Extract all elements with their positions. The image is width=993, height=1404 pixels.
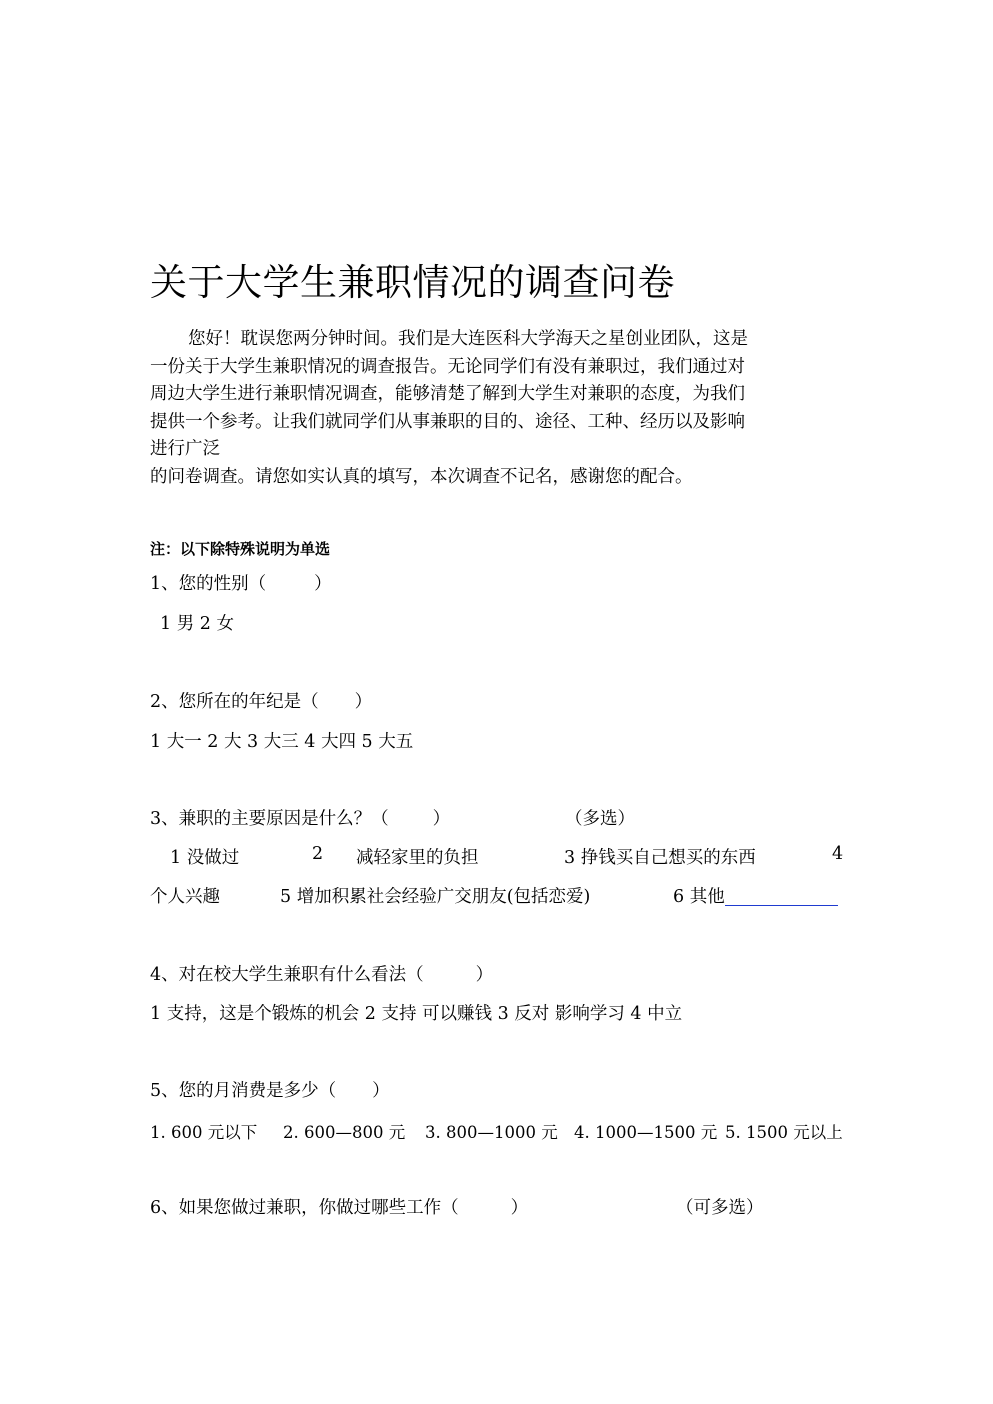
option-other-label: 6 其他 <box>673 887 725 907</box>
intro-line: 您好！耽误您两分钟时间。我们是大连医科大学海天之星创业团队，这是 <box>188 329 748 349</box>
question-paren: ） <box>354 692 373 712</box>
question-paren: ） <box>314 574 332 594</box>
question-3-multi-note: （多选） <box>565 809 635 829</box>
question-6-multi-note: （可多选） <box>676 1198 764 1218</box>
question-4 <box>150 961 493 986</box>
question-2 <box>150 688 372 713</box>
question-paren: ） <box>432 809 451 829</box>
question-paren: ） <box>475 965 494 985</box>
intro-line: 一份关于大学生兼职情况的调查报告。无论同学们有没有兼职过，我们通过对 <box>150 356 745 377</box>
question-text: 6、如果您做过兼职，你做过哪些工作（ <box>150 1198 459 1218</box>
intro-line: 进行广泛 <box>150 439 220 459</box>
question-1 <box>150 570 332 595</box>
option: 个人兴趣 <box>150 887 220 907</box>
question-1-options: 1 男 2 女 <box>160 614 234 634</box>
option: 5 增加积累社会经验广交朋友(包括恋爱) <box>280 887 591 907</box>
option: 5. 1500 元以上 <box>725 1123 843 1142</box>
question-2-options: 1 大一 2 大 3 大三 4 大四 5 大五 <box>150 732 414 752</box>
question-paren: ） <box>372 1081 390 1101</box>
other-fill-blank[interactable] <box>725 887 838 906</box>
intro-line: 的问卷调查。请您如实认真的填写，本次调查不记名，感谢您的配合。 <box>150 466 693 487</box>
option: 2 <box>312 844 324 864</box>
option: 4 <box>832 844 844 864</box>
question-text: 1、您的性别（ <box>150 574 267 594</box>
intro-paragraph <box>150 326 850 491</box>
question-paren: ） <box>510 1198 529 1218</box>
option: 1 没做过 <box>170 848 240 868</box>
option: 2. 600—800 元 <box>283 1123 406 1142</box>
note-single-choice: 注：以下除特殊说明为单选 <box>150 540 331 558</box>
question-5 <box>150 1077 390 1102</box>
option: 减轻家里的负担 <box>356 848 479 868</box>
question-text: 4、对在校大学生兼职有什么看法（ <box>150 965 424 985</box>
intro-line: 提供一个参考。让我们就同学们从事兼职的目的、途径、工种、经历以及影响 <box>150 411 745 432</box>
option: 3. 800—1000 元 <box>425 1123 558 1142</box>
question-4-options: 1 支持，这是个锻炼的机会 2 支持 可以赚钱 3 反对 影响学习 4 中立 <box>150 1004 683 1024</box>
question-text: 2、您所在的年纪是（ <box>150 692 319 712</box>
document-title: 关于大学生兼职情况的调查问卷 <box>150 261 675 304</box>
option: 4. 1000—1500 元 <box>574 1123 718 1142</box>
question-text: 5、您的月消费是多少（ <box>150 1081 337 1101</box>
question-6 <box>150 1194 528 1219</box>
intro-line: 周边大学生进行兼职情况调查，能够清楚了解到大学生对兼职的态度，为我们 <box>150 384 745 404</box>
question-3 <box>150 805 450 830</box>
option: 1. 600 元以下 <box>150 1123 258 1142</box>
option: 3 挣钱买自己想买的东西 <box>564 848 756 868</box>
option-other <box>673 883 838 908</box>
question-text: 3、兼职的主要原因是什么？（ <box>150 809 389 829</box>
